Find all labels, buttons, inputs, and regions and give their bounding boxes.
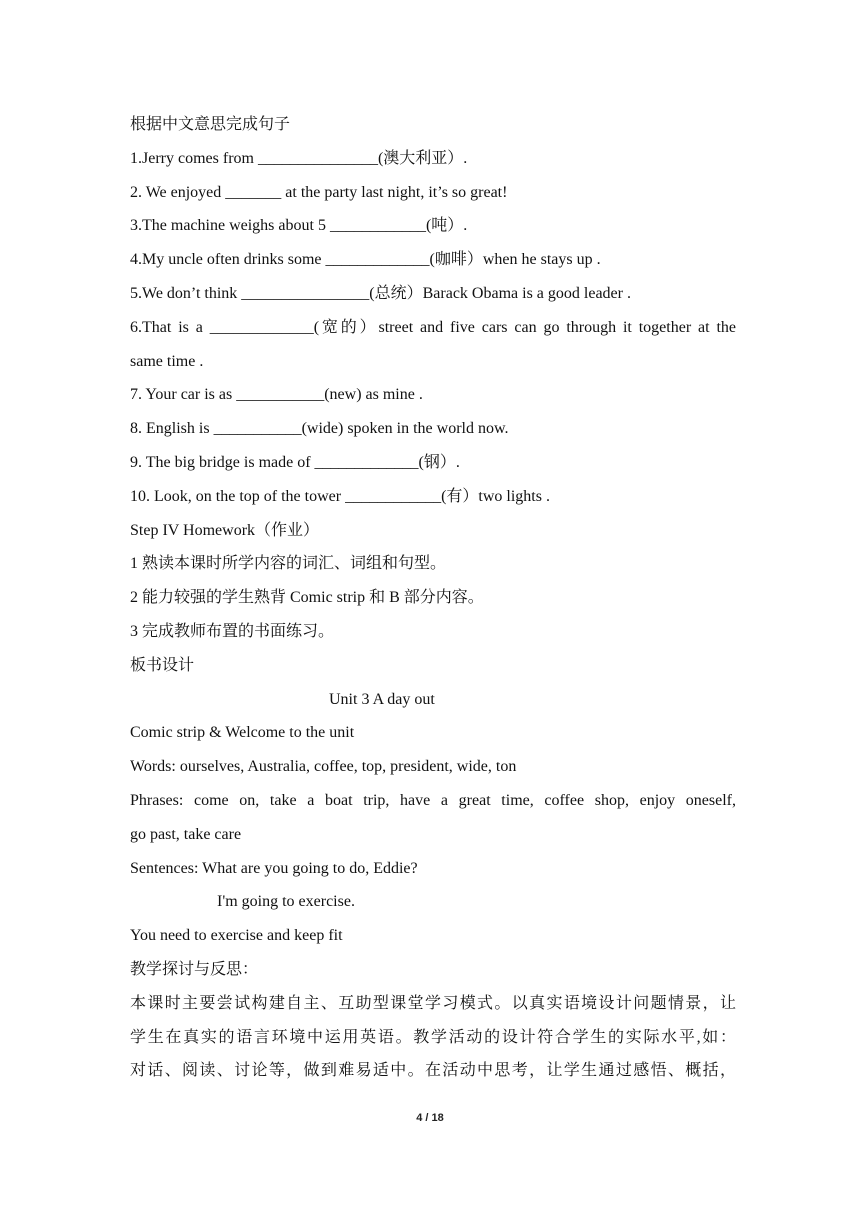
document-body bbox=[130, 108, 736, 1088]
board-section: Comic strip & Welcome to the unit bbox=[130, 724, 355, 742]
reflection-title: 教学探讨与反思： bbox=[130, 960, 259, 978]
exercise-5: 5.We don’t think ________________(总统）Barack Obama is a good leader . bbox=[130, 284, 631, 302]
exercise-6-continued: same time . bbox=[130, 352, 204, 370]
reflection-line: 本课时主要尝试构建自主、互助型课堂学习模式。以真实语境设计问题情景，让 bbox=[130, 994, 736, 1012]
exercise-1: 1.Jerry comes from _______________(澳大利亚）. bbox=[130, 149, 468, 167]
board-design-title: 板书设计 bbox=[130, 656, 195, 674]
homework-item: 3 完成教师布置的书面练习。 bbox=[130, 622, 335, 640]
board-sentence-extra: You need to exercise and keep fit bbox=[130, 927, 343, 945]
exercise-2: 2. We enjoyed _______ at the party last night, it’s so great! bbox=[130, 183, 508, 201]
homework-title: Step IV Homework（作业） bbox=[130, 521, 320, 539]
board-phrases: Phrases: come on, take a boat trip, have a great time, coffee shop, enjoy oneself, bbox=[130, 791, 736, 809]
exercise-9: 9. The big bridge is made of _____________(钢）. bbox=[130, 453, 460, 471]
page-number: 4 / 18 bbox=[416, 1112, 444, 1124]
exercise-4: 4.My uncle often drinks some _____________(咖啡）when he stays up . bbox=[130, 251, 601, 269]
exercise-heading: 根据中文意思完成句子 bbox=[130, 116, 291, 133]
board-words: Words: ourselves, Australia, coffee, top, president, wide, ton bbox=[130, 758, 517, 776]
board-sentence-answer: I'm going to exercise. bbox=[217, 893, 355, 911]
homework-item: 2 能力较强的学生熟背 Comic strip 和 B 部分内容。 bbox=[130, 589, 484, 607]
reflection-line: 对话、阅读、讨论等，做到难易适中。在活动中思考，让学生通过感悟、概括， bbox=[130, 1062, 736, 1080]
board-phrases-continued: go past, take care bbox=[130, 825, 242, 843]
reflection-line: 学生在真实的语言环境中运用英语。教学活动的设计符合学生的实际水平,如： bbox=[130, 1028, 736, 1046]
board-sentence-question: Sentences: What are you going to do, Eddie? bbox=[130, 859, 418, 877]
exercise-3: 3.The machine weighs about 5 ____________(吨）. bbox=[130, 217, 468, 235]
exercise-10: 10. Look, on the top of the tower ____________(有）two lights . bbox=[130, 487, 550, 505]
exercise-6: 6.That is a _____________(宽的）street and five cars can go through it together at the bbox=[130, 318, 736, 336]
board-unit-title: Unit 3 A day out bbox=[329, 690, 435, 708]
exercise-8: 8. English is ___________(wide) spoken in the world now. bbox=[130, 420, 509, 438]
exercise-7: 7. Your car is as ___________(new) as mine . bbox=[130, 386, 423, 404]
homework-item: 1 熟读本课时所学内容的词汇、词组和句型。 bbox=[130, 555, 447, 573]
